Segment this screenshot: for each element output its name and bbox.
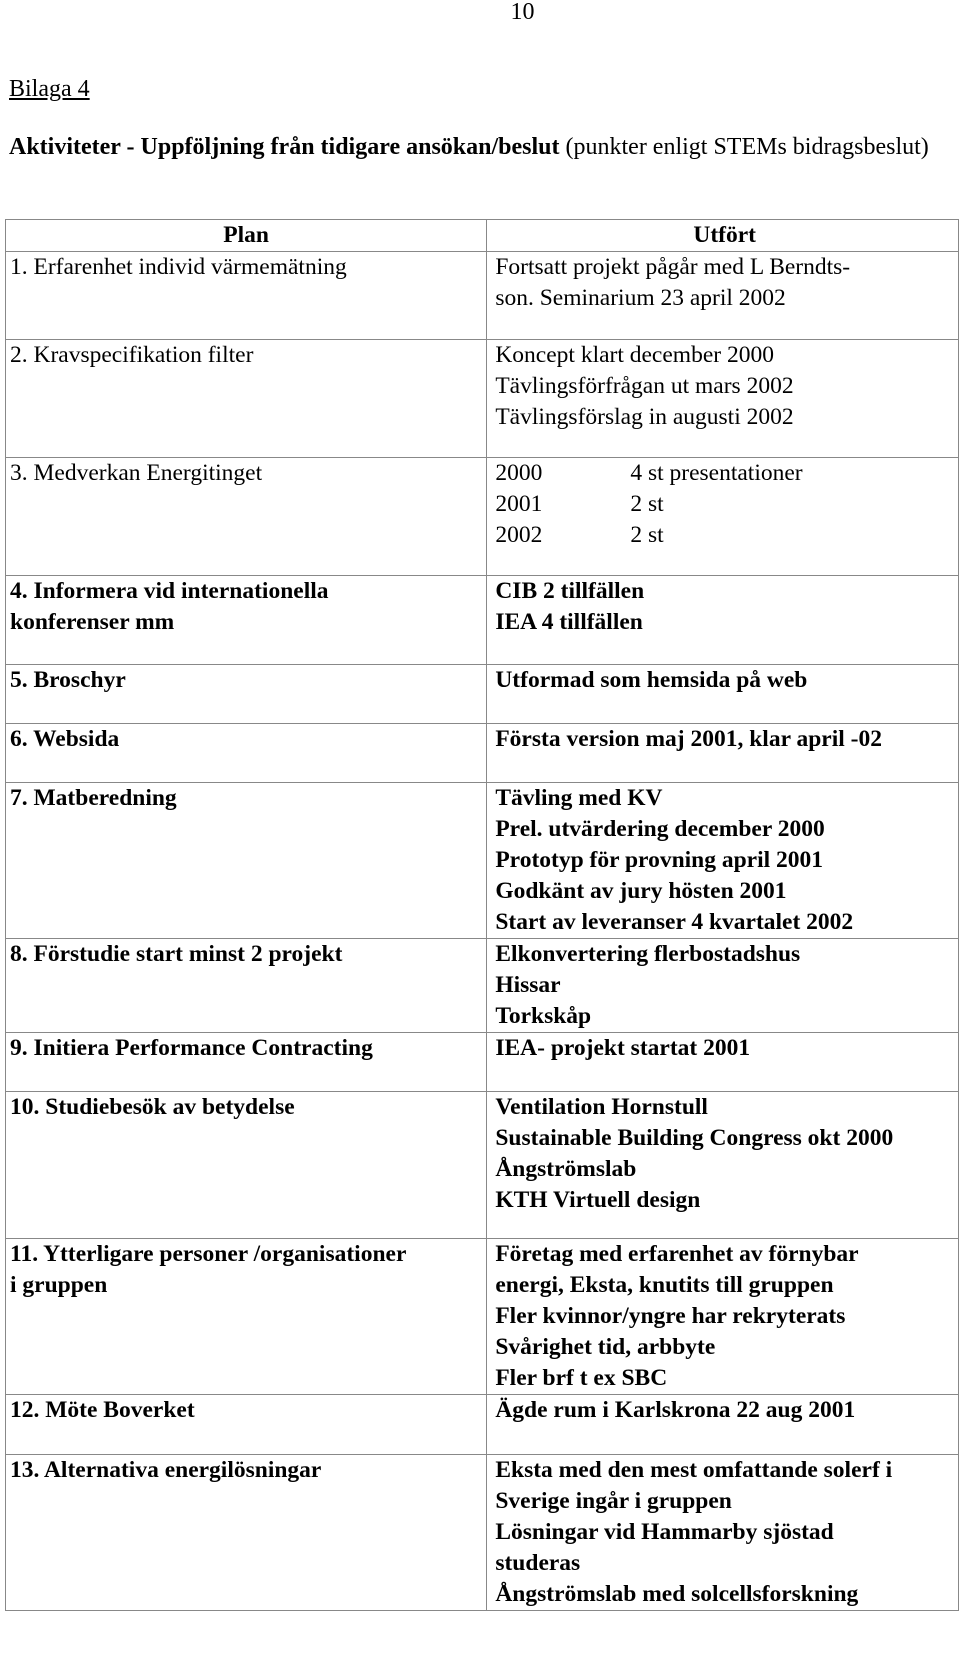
done-line: Sustainable Building Congress okt 2000 <box>495 1125 894 1151</box>
done-line: Tävling med KV <box>495 785 663 811</box>
done-line: CIB 2 tillfällen <box>495 578 645 604</box>
plan-line: 2. Kravspecifikation filter <box>10 342 254 368</box>
done-cell <box>487 1239 959 1395</box>
plan-line: 9. Initiera Performance Contracting <box>10 1035 373 1061</box>
table-row <box>6 1395 959 1455</box>
plan-cell <box>6 1092 487 1239</box>
done-cell <box>487 783 959 939</box>
table-row <box>6 576 959 665</box>
done-line: Godkänt av jury hösten 2001 <box>495 878 787 904</box>
section-heading <box>9 132 929 163</box>
plan-cell <box>6 1033 487 1092</box>
plan-line: konferenser mm <box>10 609 175 635</box>
plan-cell <box>6 576 487 665</box>
done-line: Fortsatt projekt pågår med L Berndts- <box>495 254 851 280</box>
plan-cell <box>6 458 487 576</box>
year-line <box>495 489 954 520</box>
done-column-header: Utfört <box>487 220 959 252</box>
plan-cell <box>6 1455 487 1611</box>
year-line <box>495 520 954 551</box>
plan-cell <box>6 665 487 724</box>
done-line: Lösningar vid Hammarby sjöstad <box>495 1519 834 1545</box>
table-row <box>6 1033 959 1092</box>
page-number <box>0 0 960 24</box>
done-line: Utformad som hemsida på web <box>495 667 808 693</box>
done-line: son. Seminarium 23 april 2002 <box>495 285 786 311</box>
table-row <box>6 665 959 724</box>
table-header-row <box>6 220 959 252</box>
plan-column-header: Plan <box>6 220 487 252</box>
table-row <box>6 1455 959 1611</box>
done-cell <box>487 1395 959 1455</box>
year-detail: 4 st presentationer <box>630 460 803 486</box>
done-line: Svårighet tid, arbbyte <box>495 1334 716 1360</box>
plan-cell <box>6 1239 487 1395</box>
plan-line: 1. Erfarenhet individ värmemätning <box>10 254 347 280</box>
done-line: Ventilation Hornstull <box>495 1094 708 1120</box>
done-cell <box>487 458 959 576</box>
done-line: Start av leveranser 4 kvartalet 2002 <box>495 909 854 935</box>
plan-line: 13. Alternativa energilösningar <box>10 1457 322 1483</box>
year-detail: 2 st <box>630 522 664 548</box>
plan-line: 3. Medverkan Energitinget <box>10 460 263 486</box>
plan-cell <box>6 252 487 340</box>
table-row <box>6 252 959 340</box>
done-cell <box>487 1092 959 1239</box>
done-line: KTH Virtuell design <box>495 1187 701 1213</box>
table-row <box>6 724 959 783</box>
done-line: Ångströmslab med solcellsforskning <box>495 1581 859 1607</box>
heading-note: (punkter enligt STEMs bidragsbeslut) <box>565 134 929 160</box>
annex-title: Bilaga 4 <box>9 76 90 102</box>
plan-line: 7. Matberedning <box>10 785 177 811</box>
done-cell <box>487 340 959 458</box>
done-line: Torkskåp <box>495 1003 592 1029</box>
year-line <box>495 458 954 489</box>
year-label: 2000 <box>495 460 543 486</box>
table-row <box>6 1239 959 1395</box>
done-line: Fler brf t ex SBC <box>495 1365 668 1391</box>
plan-line: 10. Studiebesök av betydelse <box>10 1094 295 1120</box>
table-row <box>6 1092 959 1239</box>
done-line: Företag med erfarenhet av förnybar <box>495 1241 859 1267</box>
done-line: Prototyp för provning april 2001 <box>495 847 824 873</box>
plan-line: 4. Informera vid internationella <box>10 578 329 604</box>
activities-table <box>5 219 959 1611</box>
heading-bold: Aktiviteter - Uppföljning från tidigare ansökan/beslut <box>9 134 560 160</box>
done-cell <box>487 665 959 724</box>
done-line: Ångströmslab <box>495 1156 637 1182</box>
done-line: Eksta med den mest omfattande solerf i <box>495 1457 893 1483</box>
plan-line: 12. Möte Boverket <box>10 1397 195 1423</box>
table-row <box>6 939 959 1033</box>
done-line: energi, Eksta, knutits till gruppen <box>495 1272 834 1298</box>
done-line: IEA- projekt startat 2001 <box>495 1035 751 1061</box>
done-line: Första version maj 2001, klar april -02 <box>495 726 882 752</box>
year-detail: 2 st <box>630 491 664 517</box>
done-line: Ägde rum i Karlskrona 22 aug 2001 <box>495 1397 856 1423</box>
plan-line: 11. Ytterligare personer /organisationer <box>10 1241 407 1267</box>
done-line: Fler kvinnor/yngre har rekryterats <box>495 1303 846 1329</box>
done-cell <box>487 252 959 340</box>
done-line: Hissar <box>495 972 561 998</box>
done-cell <box>487 576 959 665</box>
done-cell <box>487 1455 959 1611</box>
plan-line: i gruppen <box>10 1272 108 1298</box>
plan-line: 5. Broschyr <box>10 667 126 693</box>
table-row <box>6 783 959 939</box>
done-line: IEA 4 tillfällen <box>495 609 643 635</box>
plan-line: 6. Websida <box>10 726 120 752</box>
plan-cell <box>6 724 487 783</box>
plan-cell <box>6 783 487 939</box>
done-line: Prel. utvärdering december 2000 <box>495 816 825 842</box>
plan-cell <box>6 1395 487 1455</box>
done-line: Koncept klart december 2000 <box>495 342 774 368</box>
done-line: Tävlingsförfrågan ut mars 2002 <box>495 373 794 399</box>
done-cell <box>487 724 959 783</box>
plan-line: 8. Förstudie start minst 2 projekt <box>10 941 343 967</box>
table-row <box>6 340 959 458</box>
done-line: Elkonvertering flerbostadshus <box>495 941 801 967</box>
year-label: 2002 <box>495 522 543 548</box>
done-line: Sverige ingår i gruppen <box>495 1488 732 1514</box>
page-number-text: 10 <box>510 0 535 25</box>
done-line: Tävlingsförslag in augusti 2002 <box>495 404 794 430</box>
table-row <box>6 458 959 576</box>
year-label: 2001 <box>495 491 543 517</box>
plan-cell <box>6 340 487 458</box>
done-line: studeras <box>495 1550 581 1576</box>
done-cell <box>487 1033 959 1092</box>
plan-cell <box>6 939 487 1033</box>
done-cell <box>487 939 959 1033</box>
